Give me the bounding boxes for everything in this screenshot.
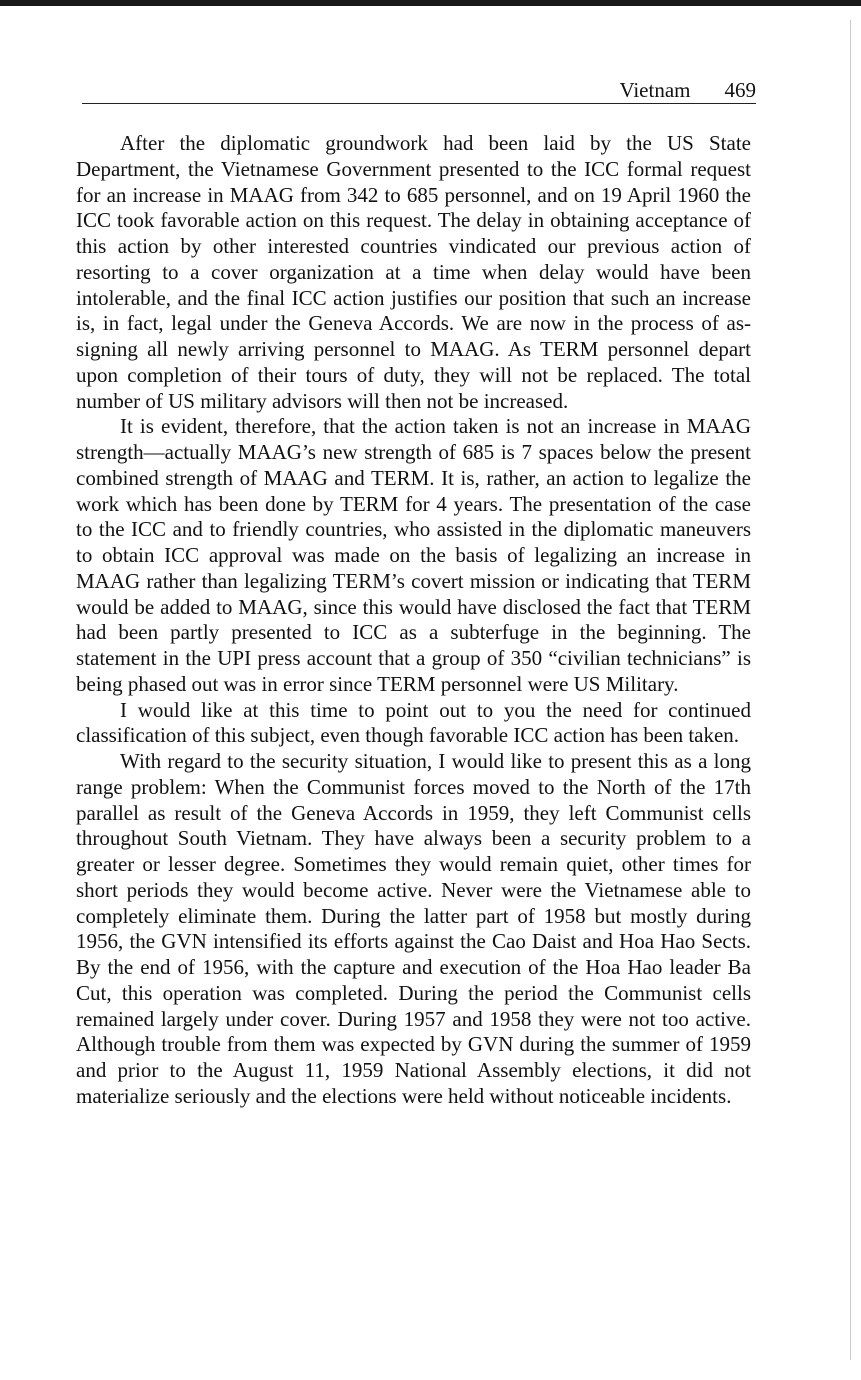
section-title: Vietnam [619,78,691,102]
running-head [82,76,756,104]
page-top-edge [0,0,861,6]
paragraph-2: It is evident, therefore, that the action taken is not an increase in MAAG strength—actually MAAG’s new strength of 685 is 7 spaces below the present combined strength of MAAG and TERM. It is, rather, an action to legalize the work which has been done by TERM for 4 years. The presentation of the case to the ICC and to friendly countries, who assisted in the diplomatic maneuvers to obtain ICC approval was made on the basis of legalizing an increase in MAAG rather than legalizing TERM’s covert mission or indicating that TERM would be added to MAAG, since this would have disclosed the fact that TERM had been partly presented to ICC as a subterfuge in the beginning. The statement in the UPI press account that a group of 350 “civilian technicians” is being phased out was in error since TERM personnel were US Military. [76,414,751,696]
paragraph-1: After the diplomatic groundwork had been laid by the US State Department, the Vietnamese Government presented to the ICC formal request for an increase in MAAG from 342 to 685 personnel, and on 19 April 1960 the ICC took favorable action on this request. The delay in obtaining acceptance of this action by other interested countries vindicated our previous action of resorting to a cover organization at a time when delay would have been intolerable, and the final ICC action justifies our position that such an increase is, in fact, legal under the Geneva Accords. We are now in the process of assigning all newly arriving personnel to MAAG. As TERM personnel depart upon completion of their tours of duty, they will not be replaced. The total number of US military advisors will then not be increased. [76,131,751,413]
body-text [76,131,751,1110]
page-number: 469 [724,78,756,102]
paragraph-4: With regard to the security situation, I would like to present this as a long range problem: When the Communist forces moved to the North of the 17th parallel as result of the Geneva Accords in 1959, they left Communist cells throughout South Vietnam. They have always been a security problem to a greater or lesser degree. Sometimes they would remain quiet, other times for short periods they would become active. Never were the Vietnamese able to completely eliminate them. During the latter part of 1958 but mostly during 1956, the GVN intensified its efforts against the Cao Daist and Hoa Hao Sects. By the end of 1956, with the capture and execution of the Hoa Hao leader Ba Cut, this operation was completed. During the period the Communist cells remained largely under cover. During 1957 and 1958 they were not too active. Although trouble from them was expected by GVN during the summer of 1959 and prior to the August 11, 1959 National Assembly elections, it did not materialize seriously and the elections were held without noticeable incidents. [76,749,751,1108]
paragraph-3: I would like at this time to point out to you the need for continued classification of this subject, even though favorable ICC action has been taken. [76,697,751,748]
page-right-edge [850,20,851,1360]
